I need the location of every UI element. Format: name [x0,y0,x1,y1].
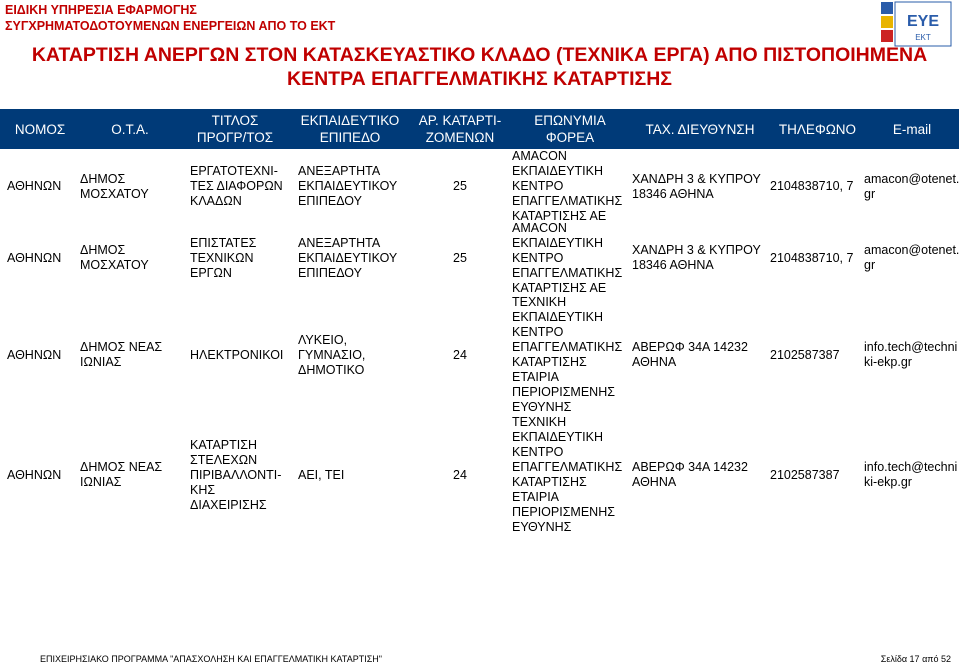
cell-address: ΑΒΕΡΩΦ 34Α 14232 ΑΘΗΝΑ [632,460,748,489]
cell-phone: 2104838710, 7 [770,250,854,265]
agency-banner-line2: ΣΥΓΧΡΗΜΑΤΟΔΟΤΟΥΜΕΝΩΝ ΕΝΕΡΓΕΙΩΝ ΑΠΟ ΤΟ ΕΚΤ [5,19,336,33]
cell-arithmos: 24 [453,467,467,482]
cell-nomos: ΑΘΗΝΩΝ [7,347,62,362]
header-titlos: ΤΙΤΛΟΣ ΠΡΟΓΡ/ΤΟΣ [196,113,274,145]
cell-arithmos: 25 [453,250,467,265]
header-foreas: ΕΠΩΝΥΜΙΑ ΦΟΡΕΑ [534,113,606,145]
cell-titlos: ΚΑΤΑΡΤΙΣΗ ΣΤΕΛΕΧΩΝ ΠΙΡΙΒΑΛΛΟΝΤΙ- ΚΗΣ ΔΙΑΧΕΙΡΙΣΗΣ [190,437,282,512]
cell-nomos: ΑΘΗΝΩΝ [7,250,62,265]
cell-ota: ΔΗΜΟΣ ΜΟΣΧΑΤΟΥ [80,171,149,201]
table-row [0,151,959,222]
cell-email[interactable]: info.tech@techni ki-ekp.gr [864,340,958,369]
header-email: E-mail [892,121,932,137]
footer-page-number: Σελίδα 17 από 52 [880,654,951,664]
footer-program: ΕΠΙΧΕΙΡΗΣΙΑΚΟ ΠΡΟΓΡΑΜΜΑ "ΑΠΑΣΧΟΛΗΣΗ ΚΑΙ ΕΠΑΓΓΕΛΜΑΤΙΚΗ ΚΑΤΑΡΤΙΣΗ" [40,654,382,664]
cell-email[interactable]: amacon@otenet. gr [864,243,959,272]
cell-epipedo: ΑΝΕΞΑΡΤΗΤΑ ΕΚΠΑΙΔΕΥΤΙΚΟΥ ΕΠΙΠΕΔΟΥ [298,235,398,280]
agency-banner-line1: ΕΙΔΙΚΗ ΥΠΗΡΕΣΙΑ ΕΦΑΡΜΟΓΗΣ [5,3,197,17]
cell-foreas: AMACON ΕΚΠΑΙΔΕΥΤΙΚΗ ΚΕΝΤΡΟ ΕΠΑΓΓΕΛΜΑΤΙΚΗΣ ΚΑΤΑΡΤΙΣΗΣ ΑΕ [512,149,623,223]
cell-nomos: ΑΘΗΝΩΝ [7,467,62,482]
cell-titlos: ΕΠΙΣΤΑΤΕΣ ΤΕΧΝΙΚΩΝ ΕΡΓΩΝ [190,235,257,280]
cell-arithmos: 24 [453,347,467,362]
page-title [0,43,959,91]
cell-phone: 2102587387 [770,467,840,482]
cell-phone: 2104838710, 7 [770,179,854,193]
table-row [0,416,959,534]
cell-address: ΧΑΝΔΡΗ 3 & ΚΥΠΡΟΥ 18346 ΑΘΗΝΑ [632,243,761,272]
cell-foreas: ΤΕΧΝΙΚΗ ΕΚΠΑΙΔΕΥΤΙΚΗ ΚΕΝΤΡΟ ΕΠΑΓΓΕΛΜΑΤΙΚΗΣ ΚΑΤΑΡΤΙΣΗΣ ΕΤΑΙΡΙΑ ΠΕΡΙΟΡΙΣΜΕΝΗΣ ΕΥΘΥΝΗΣ [512,415,623,534]
cell-nomos: ΑΘΗΝΩΝ [7,179,62,193]
cell-phone: 2102587387 [770,347,840,362]
page-title-line2: ΚΕΝΤΡΑ ΕΠΑΓΓΕΛΜΑΤΙΚΗΣ ΚΑΤΑΡΤΙΣΗΣ [286,68,672,90]
cell-ota: ΔΗΜΟΣ ΝΕΑΣ ΙΩΝΙΑΣ [80,340,163,369]
cell-email[interactable]: info.tech@techni ki-ekp.gr [864,460,958,489]
header-ota: Ο.Τ.Α. [111,121,149,137]
cell-epipedo: ΑΕΙ, ΤΕΙ [298,467,345,482]
cell-address: ΧΑΝΔΡΗ 3 & ΚΥΠΡΟΥ 18346 ΑΘΗΝΑ [632,171,761,201]
header-nomos: ΝΟΜΟΣ [14,121,66,137]
table-header [0,109,959,149]
cell-address: ΑΒΕΡΩΦ 34Α 14232 ΑΘΗΝΑ [632,340,748,369]
header-phone: ΤΗΛΕΦΩΝΟ [778,121,857,137]
header-arithmos: ΑΡ. ΚΑΤΑΡΤΙ- ΖΟΜΕΝΩΝ [418,113,502,145]
cell-arithmos: 25 [453,179,467,193]
header-epipedo: ΕΚΠΑΙΔΕΥΤΙΚΟ ΕΠΙΠΕΔΟ [300,113,400,145]
logo-subtext: ΕΚΤ [915,33,931,42]
cell-foreas: AMACON ΕΚΠΑΙΔΕΥΤΙΚΗ ΚΕΝΤΡΟ ΕΠΑΓΓΕΛΜΑΤΙΚΗΣ ΚΑΤΑΡΤΙΣΗΣ ΑΕ [512,220,623,295]
cell-epipedo: ΑΝΕΞΑΡΤΗΤΑ ΕΚΠΑΙΔΕΥΤΙΚΟΥ ΕΠΙΠΕΔΟΥ [298,164,398,208]
cell-titlos: ΕΡΓΑΤΟΤΕΧΝΙ- ΤΕΣ ΔΙΑΦΟΡΩΝ ΚΛΑΔΩΝ [190,164,283,208]
agency-banner [5,2,335,34]
cell-ota: ΔΗΜΟΣ ΜΟΣΧΑΤΟΥ [80,243,149,272]
table-row [0,222,959,294]
table-row [0,294,959,416]
page-title-line1: ΚΑΤΑΡΤΙΣΗ ΑΝΕΡΓΩΝ ΣΤΟΝ ΚΑΤΑΣΚΕΥΑΣΤΙΚΟ ΚΛΑΔΟ (ΤΕΧΝΙΚΑ ΕΡΓΑ) ΑΠΟ ΠΙΣΤΟΠΟΙΗΜΕΝΑ [31,44,928,66]
header-address: ΤΑΧ. ΔΙΕΥΘΥΝΣΗ [645,121,755,137]
cell-ota: ΔΗΜΟΣ ΝΕΑΣ ΙΩΝΙΑΣ [80,460,163,489]
cell-titlos: ΗΛΕΚΤΡΟΝΙΚΟΙ [190,347,284,362]
cell-epipedo: ΛΥΚΕΙΟ, ΓΥΜΝΑΣΙΟ, ΔΗΜΟΤΙΚΟ [298,332,366,377]
cell-foreas: ΤΕΧΝΙΚΗ ΕΚΠΑΙΔΕΥΤΙΚΗ ΚΕΝΤΡΟ ΕΠΑΓΓΕΛΜΑΤΙΚΗΣ ΚΑΤΑΡΤΙΣΗΣ ΕΤΑΙΡΙΑ ΠΕΡΙΟΡΙΣΜΕΝΗΣ ΕΥΘΥΝΗΣ [512,295,623,414]
logo-text: ΕΥΕ [906,13,940,30]
cell-email[interactable]: amacon@otenet. gr [864,171,959,201]
